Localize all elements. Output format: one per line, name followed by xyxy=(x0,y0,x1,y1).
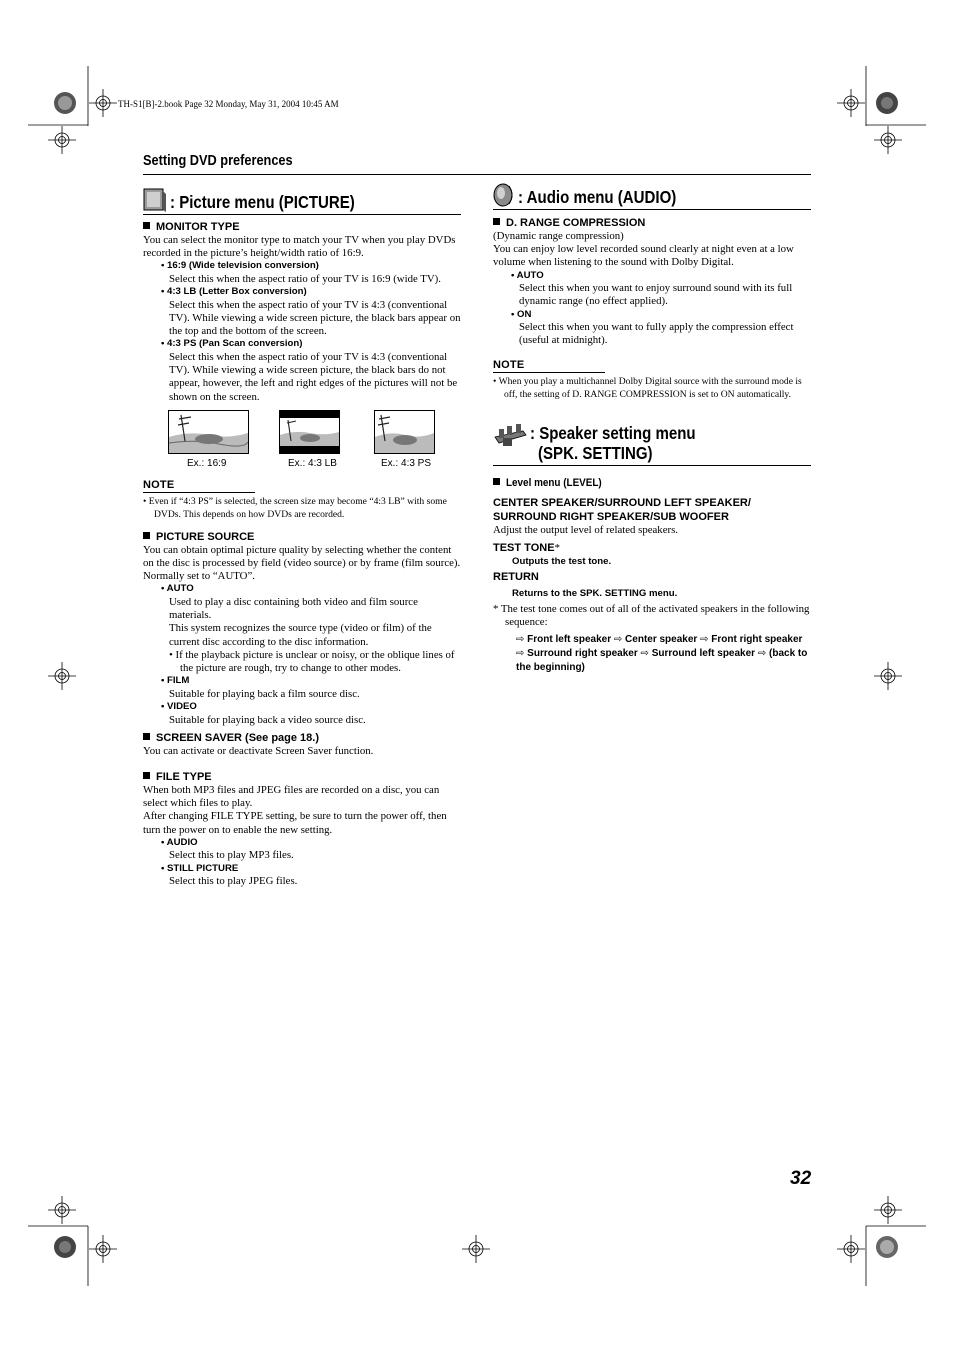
example-image-4-3-lb xyxy=(279,410,340,454)
speaker-menu-title: : Speaker setting menu xyxy=(530,422,696,443)
section-title: Setting DVD preferences xyxy=(143,153,293,169)
test-tone-label: TEST TONE* xyxy=(493,541,561,554)
speaker-menu-title-line2: (SPK. SETTING) xyxy=(538,442,653,463)
audio-menu-title: : Audio menu (AUDIO) xyxy=(518,187,677,207)
note-text: • Even if “4:3 PS” is selected, the screen size may become “4:3 LB” with some DVDs. This depends on how DVDs are recorded. xyxy=(143,495,447,520)
speaker-menu-header xyxy=(493,423,811,466)
right-column xyxy=(493,183,811,675)
option-label: • AUDIO xyxy=(161,836,198,848)
audio-menu-header xyxy=(493,183,811,210)
example-image-16-9 xyxy=(168,410,249,454)
option-desc: Select this when the aspect ratio of your TV is 4:3 (conventional TV). While viewing a wide screen picture, the black bars do not appear, however, the left and right edges of the pictures will not be shown on the screen. xyxy=(169,351,458,403)
option-desc: Select this to play MP3 files. xyxy=(169,849,294,862)
option-desc: Select this when the aspect ratio of your TV is 16:9 (wide TV). xyxy=(169,273,441,285)
option-desc: Suitable for playing back a video source disc. xyxy=(169,713,366,726)
file-type-heading: FILE TYPE xyxy=(143,770,461,784)
option-label: • AUTO xyxy=(511,269,544,281)
option-desc: This system recognizes the source type (video or film) of the current disc according to the disc information. xyxy=(169,622,432,648)
picture-menu-header xyxy=(143,188,461,215)
option-desc: Select this to play JPEG files. xyxy=(169,875,298,888)
adjust-desc: Adjust the output level of related speakers. xyxy=(493,523,678,536)
option-desc: Select this when you want to enjoy surround sound with its full dynamic range (no effect applied). xyxy=(519,282,793,308)
screen-saver-desc: You can activate or deactivate Screen Saver function. xyxy=(143,744,374,757)
picture-source-normal: Normally set to “AUTO”. xyxy=(143,570,255,583)
screen-saver-heading: SCREEN SAVER (See page 18.) xyxy=(143,731,461,745)
note-label: NOTE xyxy=(493,358,605,373)
print-info: TH-S1[B]-2.book Page 32 Monday, May 31, 2004 10:45 AM xyxy=(118,99,339,109)
option-label: • VIDEO xyxy=(161,701,197,713)
monitor-type-heading: MONITOR TYPE xyxy=(143,220,461,234)
test-tone-desc: Outputs the test tone. xyxy=(512,555,612,567)
level-menu-heading: Level menu (LEVEL) xyxy=(493,476,811,490)
drange-heading: D. RANGE COMPRESSION xyxy=(493,216,811,230)
left-column xyxy=(143,188,461,888)
option-label: • AUTO xyxy=(161,583,194,595)
file-type-desc2: After changing FILE TYPE setting, be sure to turn the power off, then turn the power on to enable the new setting. xyxy=(143,810,447,836)
picture-menu-title: : Picture menu (PICTURE) xyxy=(170,192,355,212)
option-label: • 4:3 LB (Letter Box conversion) xyxy=(161,286,307,298)
monitor-type-intro: You can select the monitor type to match your TV when you play DVDs recorded in the picture’s height/width ratio of 16:9. xyxy=(143,234,456,260)
option-label: • FILM xyxy=(161,675,190,687)
return-label: RETURN xyxy=(493,570,539,583)
caption-4-3-ps: Ex.: 4:3 PS xyxy=(381,457,432,469)
option-label: • 4:3 PS (Pan Scan conversion) xyxy=(161,338,303,350)
audio-menu-icon xyxy=(493,183,515,207)
drange-sub: (Dynamic range compression) xyxy=(493,230,624,242)
page-number: 32 xyxy=(790,1168,812,1189)
option-label: • STILL PICTURE xyxy=(161,862,239,874)
speakers-heading: CENTER SPEAKER/SURROUND LEFT SPEAKER/ SURROUND RIGHT SPEAKER/SUB WOOFER xyxy=(493,496,751,523)
aspect-examples xyxy=(143,410,461,468)
option-subbullet: • If the playback picture is unclear or noisy, or the oblique lines of the picture are rough, try to change to other modes. xyxy=(169,648,455,675)
picture-source-intro: You can obtain optimal picture quality by selecting whether the content on the disc is processed by field (video source) or by frame (film source). xyxy=(143,543,461,570)
option-label: • 16:9 (Wide television conversion) xyxy=(161,260,319,272)
caption-4-3-lb: Ex.: 4:3 LB xyxy=(288,457,337,469)
example-image-4-3-ps xyxy=(374,410,435,454)
return-desc: Returns to the SPK. SETTING menu. xyxy=(512,587,678,599)
option-desc: Used to play a disc containing both video and film source materials. xyxy=(169,596,418,622)
note-label: NOTE xyxy=(143,478,255,493)
option-label: • ON xyxy=(511,308,532,320)
file-type-desc1: When both MP3 files and JPEG files are recorded on a disc, you can select which files to play. xyxy=(143,784,440,810)
option-desc: Select this when the aspect ratio of your TV is 4:3 (conventional TV). While viewing a wide screen picture, the black bars appear on the top and the bottom of the screen. xyxy=(169,298,461,338)
option-desc: Select this when you want to fully apply the compression effect (useful at midnight). xyxy=(519,321,794,347)
option-desc: Suitable for playing back a film source disc. xyxy=(169,687,360,700)
speaker-menu-icon xyxy=(493,423,527,449)
note-text: • When you play a multichannel Dolby Digital source with the surround mode is off, the setting of D. RANGE COMPRESSION is set to ON automatically. xyxy=(493,375,802,400)
picture-menu-icon xyxy=(143,188,167,212)
test-tone-footnote: * The test tone comes out of all of the activated speakers in the following sequence: xyxy=(493,602,810,629)
picture-source-heading: PICTURE SOURCE xyxy=(143,530,461,544)
section-divider xyxy=(143,174,811,175)
caption-16-9: Ex.: 16:9 xyxy=(187,457,227,469)
speaker-sequence: ⇨ Front left speaker ⇨ Center speaker ⇨ Front right speaker ⇨ Surround right speaker ⇨ Surround left speaker ⇨ (back to the beginning) xyxy=(516,634,808,674)
drange-intro: You can enjoy low level recorded sound clearly at night even at a low volume when listening to the sound with Dolby Digital. xyxy=(493,243,794,269)
